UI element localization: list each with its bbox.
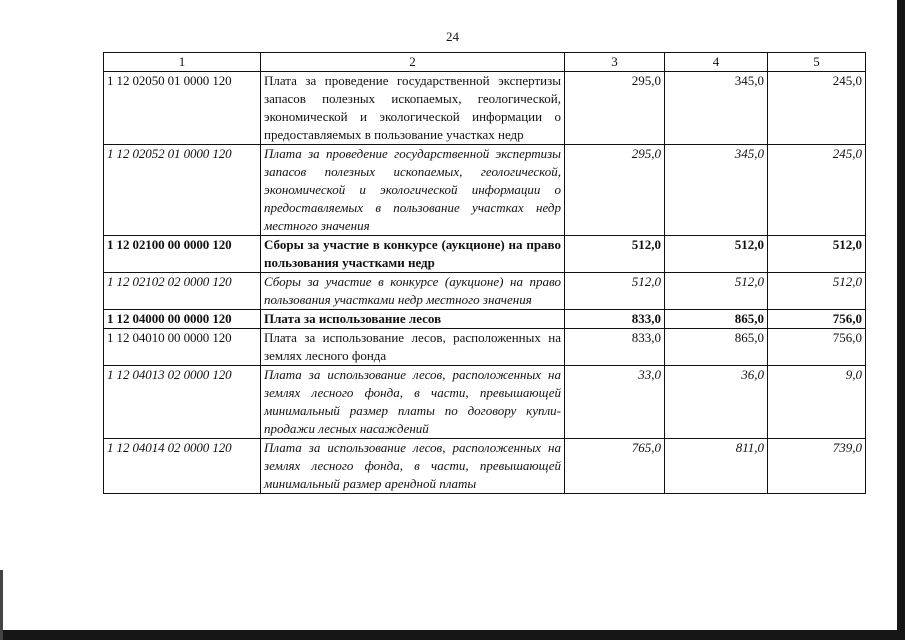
budget-code-cell: 1 12 02050 01 0000 120 (104, 72, 261, 145)
value-col4-cell: 811,0 (665, 439, 768, 494)
value-col5-cell: 756,0 (768, 310, 866, 329)
value-col3-cell: 833,0 (565, 329, 665, 366)
budget-code-cell: 1 12 02052 01 0000 120 (104, 145, 261, 236)
value-col3-cell: 833,0 (565, 310, 665, 329)
budget-code-cell: 1 12 04014 02 0000 120 (104, 439, 261, 494)
budget-code-cell: 1 12 02100 00 0000 120 (104, 236, 261, 273)
description-cell: Сборы за участие в конкурсе (аукционе) на право пользования участками недр (261, 236, 565, 273)
value-col5-cell: 512,0 (768, 273, 866, 310)
table-header-row (104, 53, 866, 72)
table-row (104, 439, 866, 494)
column-header-1: 1 (104, 53, 261, 72)
description-cell: Плата за проведение государственной экспертизы запасов полезных ископаемых, геологической, экономической и экологической информации о предоставляемых в пользование участках недр местного значения (261, 145, 565, 236)
page-number: 24 (446, 29, 459, 44)
value-col4-cell: 512,0 (665, 273, 768, 310)
value-col3-cell: 295,0 (565, 72, 665, 145)
column-header-5: 5 (768, 53, 866, 72)
table-row (104, 72, 866, 145)
description-cell: Плата за использование лесов, расположенных на землях лесного фонда, в части, превышающей минимальный размер арендной платы (261, 439, 565, 494)
table-row (104, 273, 866, 310)
value-col4-cell: 865,0 (665, 310, 768, 329)
description-cell: Сборы за участие в конкурсе (аукционе) на право пользования участками недр местного значения (261, 273, 565, 310)
table-row (104, 236, 866, 273)
scan-edge-right (897, 0, 905, 640)
budget-code-cell: 1 12 04000 00 0000 120 (104, 310, 261, 329)
value-col4-cell: 512,0 (665, 236, 768, 273)
budget-table (103, 52, 866, 494)
budget-code-cell: 1 12 02102 02 0000 120 (104, 273, 261, 310)
value-col4-cell: 865,0 (665, 329, 768, 366)
column-header-4: 4 (665, 53, 768, 72)
table-row (104, 310, 866, 329)
value-col4-cell: 36,0 (665, 366, 768, 439)
value-col5-cell: 739,0 (768, 439, 866, 494)
value-col3-cell: 512,0 (565, 273, 665, 310)
value-col5-cell: 245,0 (768, 72, 866, 145)
scan-edge-bottom (0, 630, 905, 640)
description-cell: Плата за проведение государственной экспертизы запасов полезных ископаемых, геологической, экономической и экологической информации о предоставляемых в пользование участках недр (261, 72, 565, 145)
table-row (104, 145, 866, 236)
table-row (104, 329, 866, 366)
value-col3-cell: 33,0 (565, 366, 665, 439)
value-col3-cell: 512,0 (565, 236, 665, 273)
table-row (104, 366, 866, 439)
value-col4-cell: 345,0 (665, 72, 768, 145)
value-col3-cell: 295,0 (565, 145, 665, 236)
budget-code-cell: 1 12 04013 02 0000 120 (104, 366, 261, 439)
value-col5-cell: 512,0 (768, 236, 866, 273)
column-header-3: 3 (565, 53, 665, 72)
description-cell: Плата за использование лесов, расположенных на землях лесного фонда, в части, превышающей минимальный размер платы по договору купли-продажи лесных насаждений (261, 366, 565, 439)
description-cell: Плата за использование лесов (261, 310, 565, 329)
budget-code-cell: 1 12 04010 00 0000 120 (104, 329, 261, 366)
description-cell: Плата за использование лесов, расположенных на землях лесного фонда (261, 329, 565, 366)
value-col5-cell: 245,0 (768, 145, 866, 236)
value-col4-cell: 345,0 (665, 145, 768, 236)
value-col3-cell: 765,0 (565, 439, 665, 494)
scan-edge-left (0, 570, 3, 640)
column-header-2: 2 (261, 53, 565, 72)
value-col5-cell: 9,0 (768, 366, 866, 439)
value-col5-cell: 756,0 (768, 329, 866, 366)
